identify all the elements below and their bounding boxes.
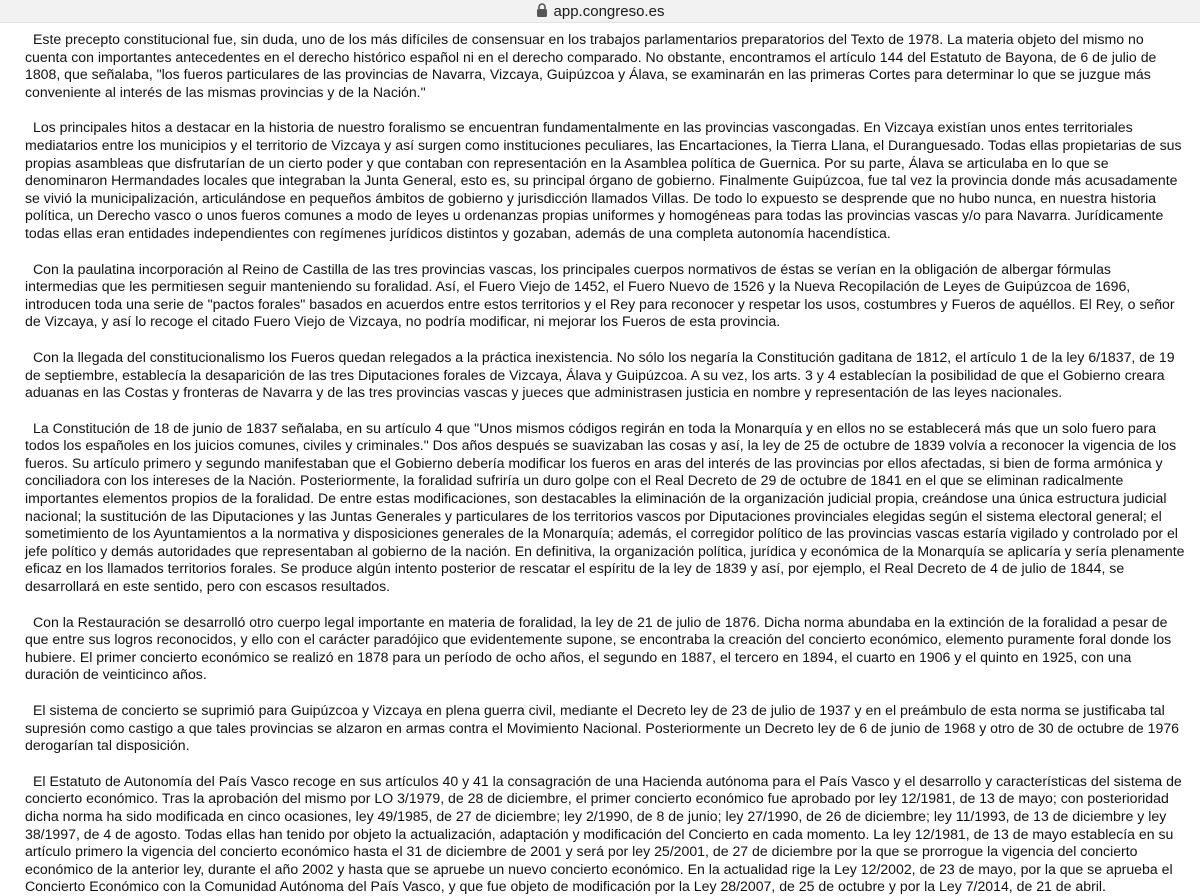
paragraph-5: La Constitución de 18 de junio de 1837 señalaba, en su artículo 4 que "Unos mismos códigos regirán en toda la Monarquía y en ellos no se establecerá más que un solo fuero para todos los españoles en los juicios comunes, civiles y criminales." Dos años después se suavizaban las cosas y así, la ley de 25 de octubre de 1839 volvía a reconocer la vigencia de los fueros. Su artículo primero y segundo manifestaban que el Gobierno debería modificar los fueros en aras del interés de las provincias por ellos afectadas, si bien de forma armónica y conciliadora con los intereses de la Nación. Posteriormente, la foralidad sufriría un duro golpe con el Real Decreto de 29 de octubre de 1841 en el que se eliminan radicalmente importantes elementos propios de la foralidad. De entre estas modificaciones, son destacables la eliminación de la organización judicial propia, creándose una única estructura judicial nacional; la sustitución de las Diputaciones y las Juntas Generales y particulares de los territorios vascos por Diputaciones provinciales elegidas según el sistema electoral general; el sometimiento de los Ayuntamientos a la normativa y disposiciones generales de la Monarquía; además, el corregidor político de las provincias vascas estaría vigilado y controlado por el jefe político y demás autoridades que representaban al gobierno de la nación. En definitiva, la organización política, jurídica y económica de la Monarquía se aplicaría y sería plenamente eficaz en los llamados territorios forales. Se produce algún intento posterior de rescatar el espíritu de la ley de 1839 y así, por ejemplo, el Real Decreto de 4 de julio de 1844, se desarrollará en este sentido, pero con escasos resultados. <box>25 419 1185 595</box>
paragraph-4: Con la llegada del constitucionalismo los Fueros quedan relegados a la práctica inexistencia. No sólo los negaría la Constitución gaditana de 1812, el artículo 1 de la ley 6/1837, de 19 de septiembre, establecía la desaparición de las tres Diputaciones forales de Vizcaya, Álava y Guipúzcoa. A su vez, los arts. 3 y 4 establecían la posibilidad de que el Gobierno creara aduanas en las Costas y fronteras de Navarra y de las tres provincias vascas y jueces que administrasen justicia en nombre y representación de las leyes nacionales. <box>25 348 1175 401</box>
url-text[interactable]: app.congreso.es <box>553 2 665 20</box>
paragraph-2: Los principales hitos a destacar en la historia de nuestro foralismo se encuentran fundamentalmente en las provincias vascongadas. En Vizcaya existían unos entes territoriales mediatarios entre los municipios y el territorio de Vizcaya y así surgen como instituciones peculiares, las Encartaciones, la Tierra Llana, el Duranguesado. Todas ellas propietarias de sus propias asambleas que disfrutarían de un cierto poder y que contaban con representación en la Asamblea política de Guernica. Por su parte, Álava se articulaba en lo que se denominaron Hermandades locales que integraban la Junta General, esto es, su principal órgano de gobierno. Finalmente Guipúzcoa, fue tal vez la provincia donde más acusadamente se vivió la municipalización, articulándose en pequeños ámbitos de gobierno y jurisdicción llamados Villas. De todo lo expuesto se desprende que no hubo nunca, en nuestra historia política, un Derecho vasco o unos fueros comunes a modo de leyes u ordenanzas propias uniformes y homogéneas para todas las provincias vascas y/o para Navarra. Jurídicamente todas ellas eran entidades independientes con regímenes jurídicos distintos y gozaban, además de una completa autonomía hacendística. <box>25 119 1182 241</box>
paragraph-6: Con la Restauración se desarrolló otro cuerpo legal importante en materia de foralidad, la ley de 21 de julio de 1876. Dicha norma abundaba en la extinción de la foralidad a pesar de que entre sus logros reconocidos, y ello con el carácter paradójico que evidentemente supone, se encontraba la creación del concierto económico, elemento puramente foral donde los hubiere. El primer concierto económico se realizó en 1878 para un período de ocho años, el segundo en 1887, el tercero en 1894, el cuarto en 1906 y el quinto en 1925, con una duración de veinticinco años. <box>25 613 1172 683</box>
paragraph-8: El Estatuto de Autonomía del País Vasco recoge en sus artículos 40 y 41 la consagración de una Hacienda autónoma para el País Vasco y el desarrollo y características del sistema de concierto económico. Tras la aprobación del mismo por LO 3/1979, de 28 de diciembre, el primer concierto económico fue aprobado por ley 12/1981, de 13 de mayo; con posterioridad dicha norma ha sido modificada en cinco ocasiones, ley 49/1985, de 27 de diciembre; ley 2/1990, de 8 de junio; ley 27/1990, de 26 de diciembre; ley 11/1993, de 13 de diciembre y ley 38/1997, de 4 de agosto. Todas ellas han tenido por objeto la actualización, adaptación y modificación del Concierto en cada momento. La ley 12/1981, de 13 de mayo establecía en su artículo primero la vigencia del concierto económico hasta el 31 de diciembre de 2001 y será por ley 25/2001, de 27 de diciembre por la que se prorrogue la vigencia del concierto económico de la anterior ley, durante el año 2002 y hasta que se apruebe un nuevo concierto económico. En la actualidad rige la Ley 12/2002, de 23 de mayo, por la que se aprueba el Concierto Económico con la Comunidad Autónoma del País Vasco, y que fue objeto de modificación por la Ley 28/2007, de 25 de octubre y por la Ley 7/2014, de 21 de abril. <box>25 772 1182 895</box>
paragraph-3: Con la paulatina incorporación al Reino de Castilla de las tres provincias vascas, los principales cuerpos normativos de éstas se verían en la obligación de albergar fórmulas intermedias que les permitiesen seguir manteniendo su foralidad. Así, el Fuero Viejo de 1452, el Fuero Nuevo de 1526 y la Nueva Recopilación de Leyes de Guipúzcoa de 1696, introducen toda una serie de "pactos forales" basados en acuerdos entre estos territorios y el Rey para reconocer y respetar los usos, costumbres y Fueros de aquéllos. El Rey, o señor de Vizcaya, y así lo recoge el citado Fuero Viejo de Vizcaya, no podría modificar, ni mejorar los Fueros de esta provincia. <box>25 260 1175 330</box>
lock-icon <box>536 3 548 17</box>
paragraph-1: Este precepto constitucional fue, sin duda, uno de los más difíciles de consensuar en los trabajos parlamentarios preparatorios del Texto de 1978. La materia objeto del mismo no cuenta con importantes antecedentes en el derecho histórico español ni en el derecho comparado. No obstante, encontramos el artículo 144 del Estatuto de Bayona, de 6 de julio de 1808, que señalaba, "los fueros particulares de las provincias de Navarra, Vizcaya, Guipúzcoa y Álava, se examinarán en las primeras Cortes para determinar lo que se juzgue más conveniente al interés de las mismas provincias y de la Nación." <box>25 31 1157 100</box>
address-bar[interactable] <box>0 0 1200 23</box>
paragraph-7: El sistema de concierto se suprimió para Guipúzcoa y Vizcaya en plena guerra civil, mediante el Decreto ley de 23 de julio de 1937 y en el preámbulo de esta norma se justificaba tal supresión como castigo a que tales provincias se alzaron en armas contra el Movimiento Nacional. Posteriormente un Decreto ley de 6 de junio de 1968 y otro de 30 de octubre de 1976 derogarían tal disposición. <box>25 702 1180 754</box>
article-content <box>0 23 1200 896</box>
